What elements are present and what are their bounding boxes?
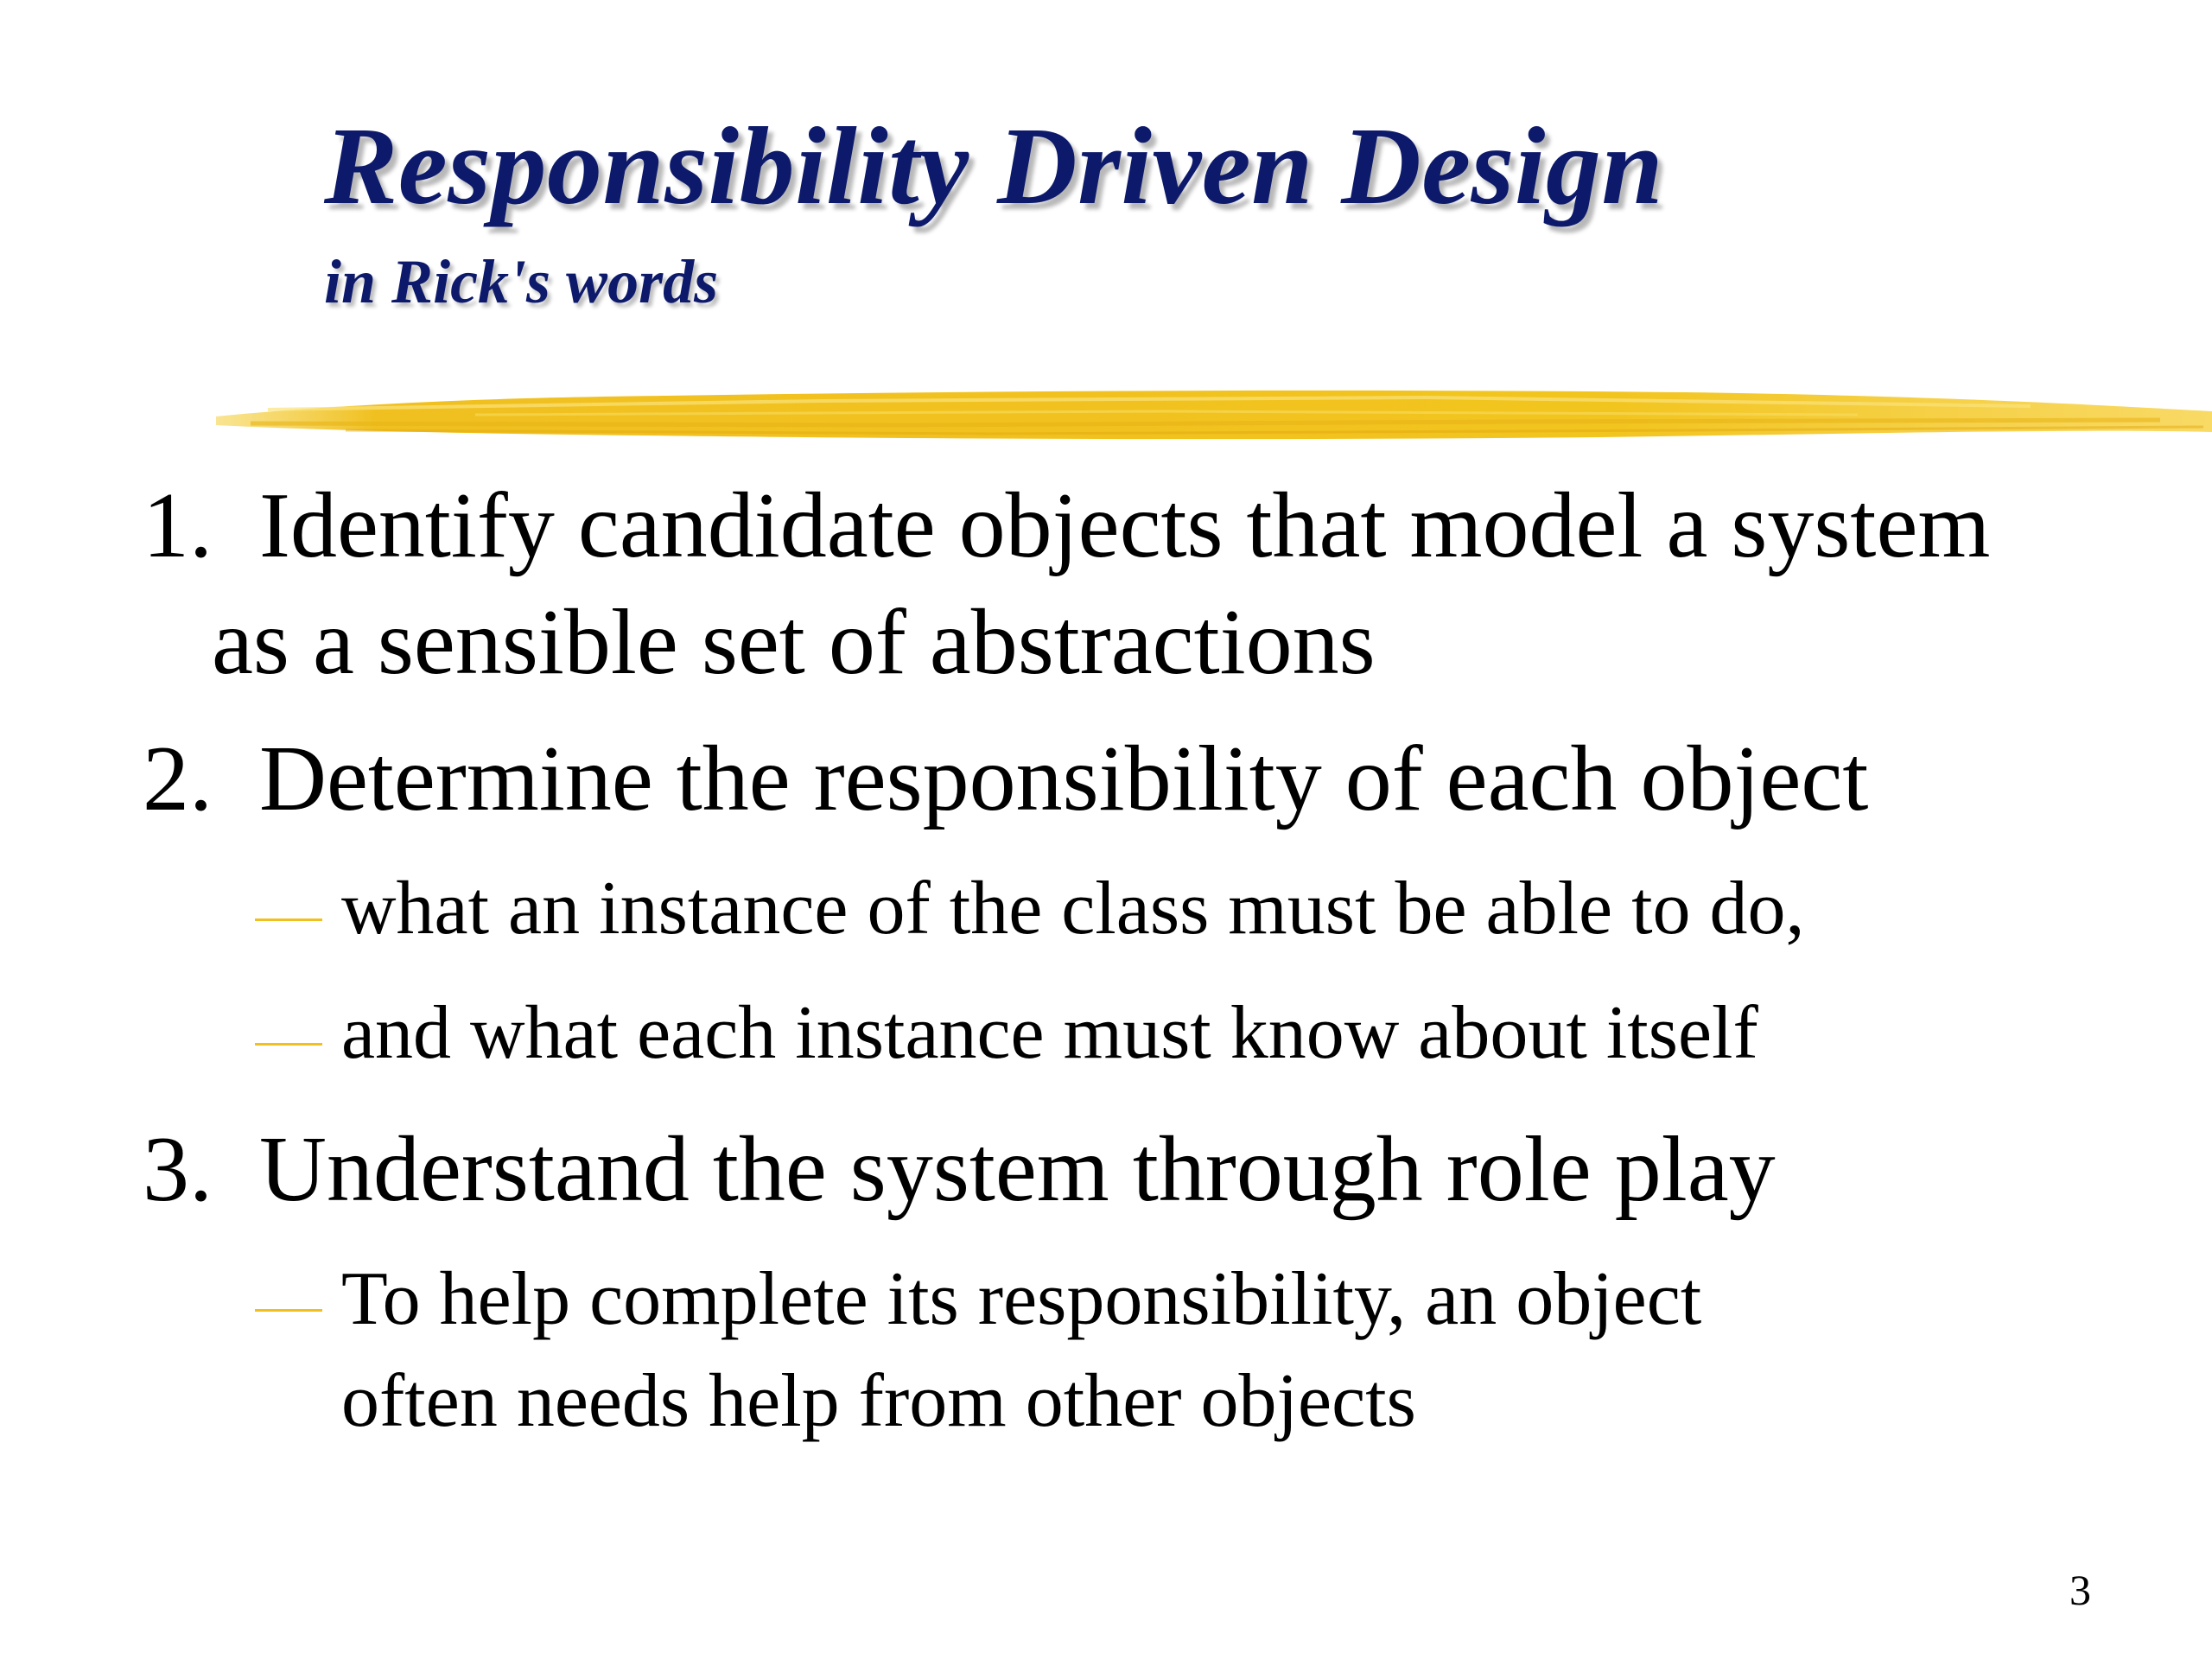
list-item-3-subitem-1-line1: To help complete its responsibility, an object (341, 1257, 1702, 1341)
list-item-2-number: 2. (143, 728, 236, 830)
list-item-2-subitem-1: what an instance of the class must be able to do, (341, 867, 1805, 950)
dash-bullet (255, 1309, 322, 1312)
list-item-3 (143, 1118, 1776, 1221)
list-item-2 (143, 728, 1869, 830)
slide-subtitle: in Rick's words (324, 247, 719, 316)
list-item-1 (143, 474, 1991, 577)
list-item-2-text: Determine the responsibility of each object (259, 728, 1869, 830)
list-item-3-subitem-1-line2: often needs help from other objects (341, 1359, 1416, 1443)
list-item-1-text-line2: as a sensible set of abstractions (212, 591, 1376, 694)
list-item-1-text-line1: Identify candidate objects that model a system (259, 474, 1991, 577)
dash-bullet (255, 1043, 322, 1046)
slide-title: Responsibility Driven Design (324, 105, 1664, 227)
list-item-3-text: Understand the system through role play (259, 1118, 1776, 1221)
brush-stroke-divider (216, 372, 2212, 458)
dash-bullet (255, 918, 322, 921)
list-item-3-number: 3. (143, 1118, 236, 1221)
list-item-1-number: 1. (143, 474, 236, 577)
list-item-2-subitem-2: and what each instance must know about itself (341, 991, 1758, 1075)
page-number: 3 (2069, 1566, 2091, 1614)
